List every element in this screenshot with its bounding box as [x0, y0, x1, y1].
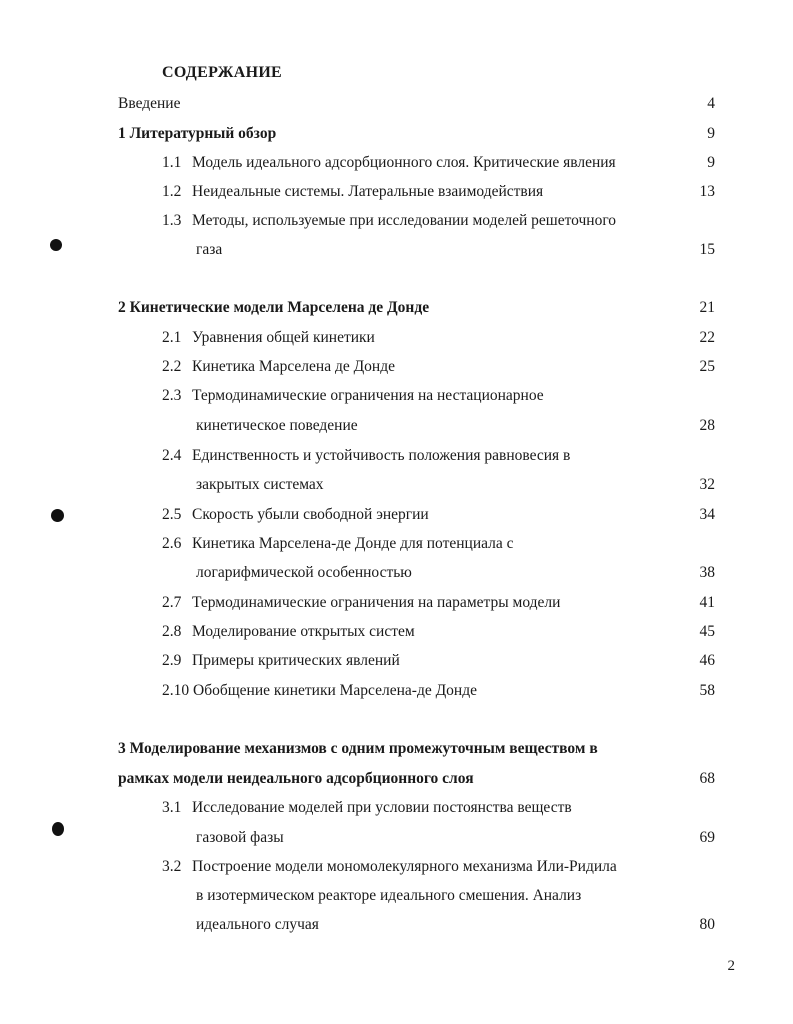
toc-page-2-9: 46: [699, 652, 715, 669]
toc-section-2-6-cont: логарифмической особенностью: [196, 564, 412, 581]
page-number: 2: [727, 958, 735, 974]
toc-section-1-1: 1.1 Модель идеального адсорбционного слоя. Критические явления: [162, 154, 616, 171]
toc-section-1-3: 1.3 Методы, используемые при исследовании моделей решеточного: [162, 212, 617, 229]
toc-chapter-3: 3 Моделирование механизмов с одним промежуточным веществом в: [118, 740, 598, 757]
toc-section-2-2: 2.2 Кинетика Марселена де Донде: [162, 358, 395, 375]
toc-chapter-1: 1 Литературный обзор: [118, 125, 277, 142]
toc-page-2-6: 38: [699, 564, 715, 581]
toc-section-2-4: 2.4 Единственность и устойчивость положения равновесия в: [162, 447, 571, 464]
toc-page-2-3: 28: [699, 417, 715, 434]
toc-section-3-2: 3.2 Построение модели мономолекулярного механизма Или-Ридила: [162, 858, 617, 875]
toc-page-2-7: 41: [699, 594, 715, 611]
toc-page-1-2: 13: [699, 183, 715, 200]
toc-entry-intro: Введение: [118, 95, 181, 112]
toc-chapter-2: 2 Кинетические модели Марселена де Донде: [118, 299, 430, 316]
toc-section-3-2-cont2: идеального случая: [196, 916, 319, 933]
toc-section-2-5: 2.5 Скорость убыли свободной энергии: [162, 506, 429, 523]
scan-hole-mark: [52, 822, 64, 836]
toc-page-chapter-1: 9: [707, 125, 715, 142]
toc-title: СОДЕРЖАНИЕ: [162, 64, 283, 81]
toc-page-1-1: 9: [707, 154, 715, 171]
toc-page-intro: 4: [707, 95, 715, 112]
toc-section-2-1: 2.1 Уравнения общей кинетики: [162, 329, 375, 346]
toc-page-1-3: 15: [699, 241, 715, 258]
toc-section-2-9: 2.9 Примеры критических явлений: [162, 652, 400, 669]
toc-page-2-2: 25: [699, 358, 715, 375]
toc-page-3-1: 69: [699, 829, 715, 846]
toc-section-2-3-cont: кинетическое поведение: [196, 417, 358, 434]
toc-page-2-5: 34: [699, 506, 715, 523]
toc-page-2-10: 58: [699, 682, 715, 699]
toc-section-2-8: 2.8 Моделирование открытых систем: [162, 623, 415, 640]
toc-section-2-7: 2.7 Термодинамические ограничения на параметры модели: [162, 594, 561, 611]
toc-section-1-2: 1.2 Неидеальные системы. Латеральные взаимодействия: [162, 183, 544, 200]
toc-section-3-1: 3.1 Исследование моделей при условии постоянства веществ: [162, 799, 572, 816]
toc-page-2-4: 32: [699, 476, 715, 493]
toc-page-2-8: 45: [699, 623, 715, 640]
toc-section-2-6: 2.6 Кинетика Марселена-де Донде для потенциала с: [162, 535, 514, 552]
toc-section-2-4-cont: закрытых системах: [196, 476, 324, 493]
toc-section-1-3-cont: газа: [196, 241, 223, 258]
scan-hole-mark: [51, 509, 64, 522]
scan-hole-mark: [50, 239, 62, 251]
toc-page-2-1: 22: [699, 329, 715, 346]
toc-chapter-3-cont: рамках модели неидеального адсорбционного слоя: [118, 770, 474, 787]
toc-section-2-3: 2.3 Термодинамические ограничения на нестационарное: [162, 387, 544, 404]
toc-section-2-10: 2.10 Обобщение кинетики Марселена-де Донде: [162, 682, 477, 699]
toc-section-3-1-cont: газовой фазы: [196, 829, 284, 846]
toc-section-3-2-cont: в изотермическом реакторе идеального смешения. Анализ: [196, 887, 582, 904]
toc-page-chapter-2: 21: [699, 299, 715, 316]
toc-page-3-2: 80: [699, 916, 715, 933]
toc-page-chapter-3: 68: [699, 770, 715, 787]
